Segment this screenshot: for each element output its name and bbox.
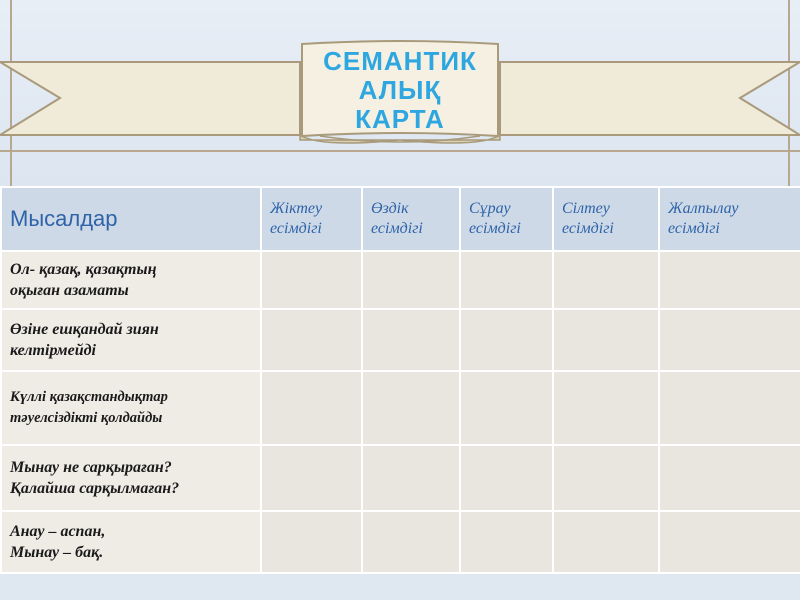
column-header-demonstrative-pronoun: Сілтеу есімдігі	[553, 187, 659, 251]
example-line: Мынау – бақ.	[10, 544, 104, 561]
example-cell	[1, 445, 261, 511]
answer-cell[interactable]	[659, 511, 800, 573]
table-row	[1, 445, 800, 511]
answer-cell[interactable]	[362, 371, 460, 445]
answer-cell[interactable]	[460, 371, 553, 445]
column-header-personal-pronoun: Жіктеу есімдігі	[261, 187, 362, 251]
example-cell	[1, 511, 261, 573]
answer-cell[interactable]	[659, 309, 800, 371]
example-cell	[1, 309, 261, 371]
answer-cell[interactable]	[460, 309, 553, 371]
title-line-1: СЕМАНТИК	[323, 45, 477, 76]
answer-cell[interactable]	[659, 445, 800, 511]
column-header-interrogative-pronoun: Сұрау есімдігі	[460, 187, 553, 251]
answer-cell[interactable]	[460, 251, 553, 309]
example-line: Мынау не сарқыраған?	[10, 459, 172, 476]
answer-cell[interactable]	[553, 251, 659, 309]
example-line: келтірмейді	[10, 342, 96, 359]
answer-cell[interactable]	[362, 445, 460, 511]
table-header-row	[1, 187, 800, 251]
answer-cell[interactable]	[553, 309, 659, 371]
column-header-reflexive-pronoun: Өздік есімдігі	[362, 187, 460, 251]
example-line: Анау – аспан,	[10, 523, 106, 540]
table-row	[1, 371, 800, 445]
example-line: Күллі қазақстандықтар	[10, 389, 168, 405]
answer-cell[interactable]	[261, 251, 362, 309]
example-line: тәуелсіздікті қолдайды	[10, 410, 163, 426]
title-block	[300, 40, 500, 140]
table-row	[1, 251, 800, 309]
answer-cell[interactable]	[261, 511, 362, 573]
example-line: оқыған азаматы	[10, 282, 129, 299]
answer-cell[interactable]	[261, 309, 362, 371]
ribbon-right-tail	[500, 62, 800, 135]
answer-cell[interactable]	[460, 511, 553, 573]
answer-cell[interactable]	[659, 251, 800, 309]
answer-cell[interactable]	[659, 371, 800, 445]
table-row	[1, 511, 800, 573]
answer-cell[interactable]	[362, 309, 460, 371]
answer-cell[interactable]	[553, 371, 659, 445]
title-line-3: КАРТА	[355, 103, 445, 134]
title-line-2: АЛЫҚ	[358, 74, 442, 105]
answer-cell[interactable]	[362, 251, 460, 309]
column-header-collective-pronoun: Жалпылау есімдігі	[659, 187, 800, 251]
answer-cell[interactable]	[553, 445, 659, 511]
table-row	[1, 309, 800, 371]
example-cell	[1, 371, 261, 445]
ribbon-left-tail	[0, 62, 300, 135]
answer-cell[interactable]	[460, 445, 553, 511]
answer-cell[interactable]	[553, 511, 659, 573]
answer-cell[interactable]	[261, 371, 362, 445]
answer-cell[interactable]	[362, 511, 460, 573]
example-line: Ол- қазақ, қазақтың	[10, 261, 157, 278]
example-line: Өзіне ешқандай зиян	[10, 321, 159, 338]
title-area	[0, 0, 800, 190]
column-header-examples: Мысалдар	[1, 187, 261, 251]
example-cell	[1, 251, 261, 309]
example-line: Қалайша сарқылмаған?	[10, 480, 180, 497]
answer-cell[interactable]	[261, 445, 362, 511]
semantic-map-table	[0, 186, 800, 574]
